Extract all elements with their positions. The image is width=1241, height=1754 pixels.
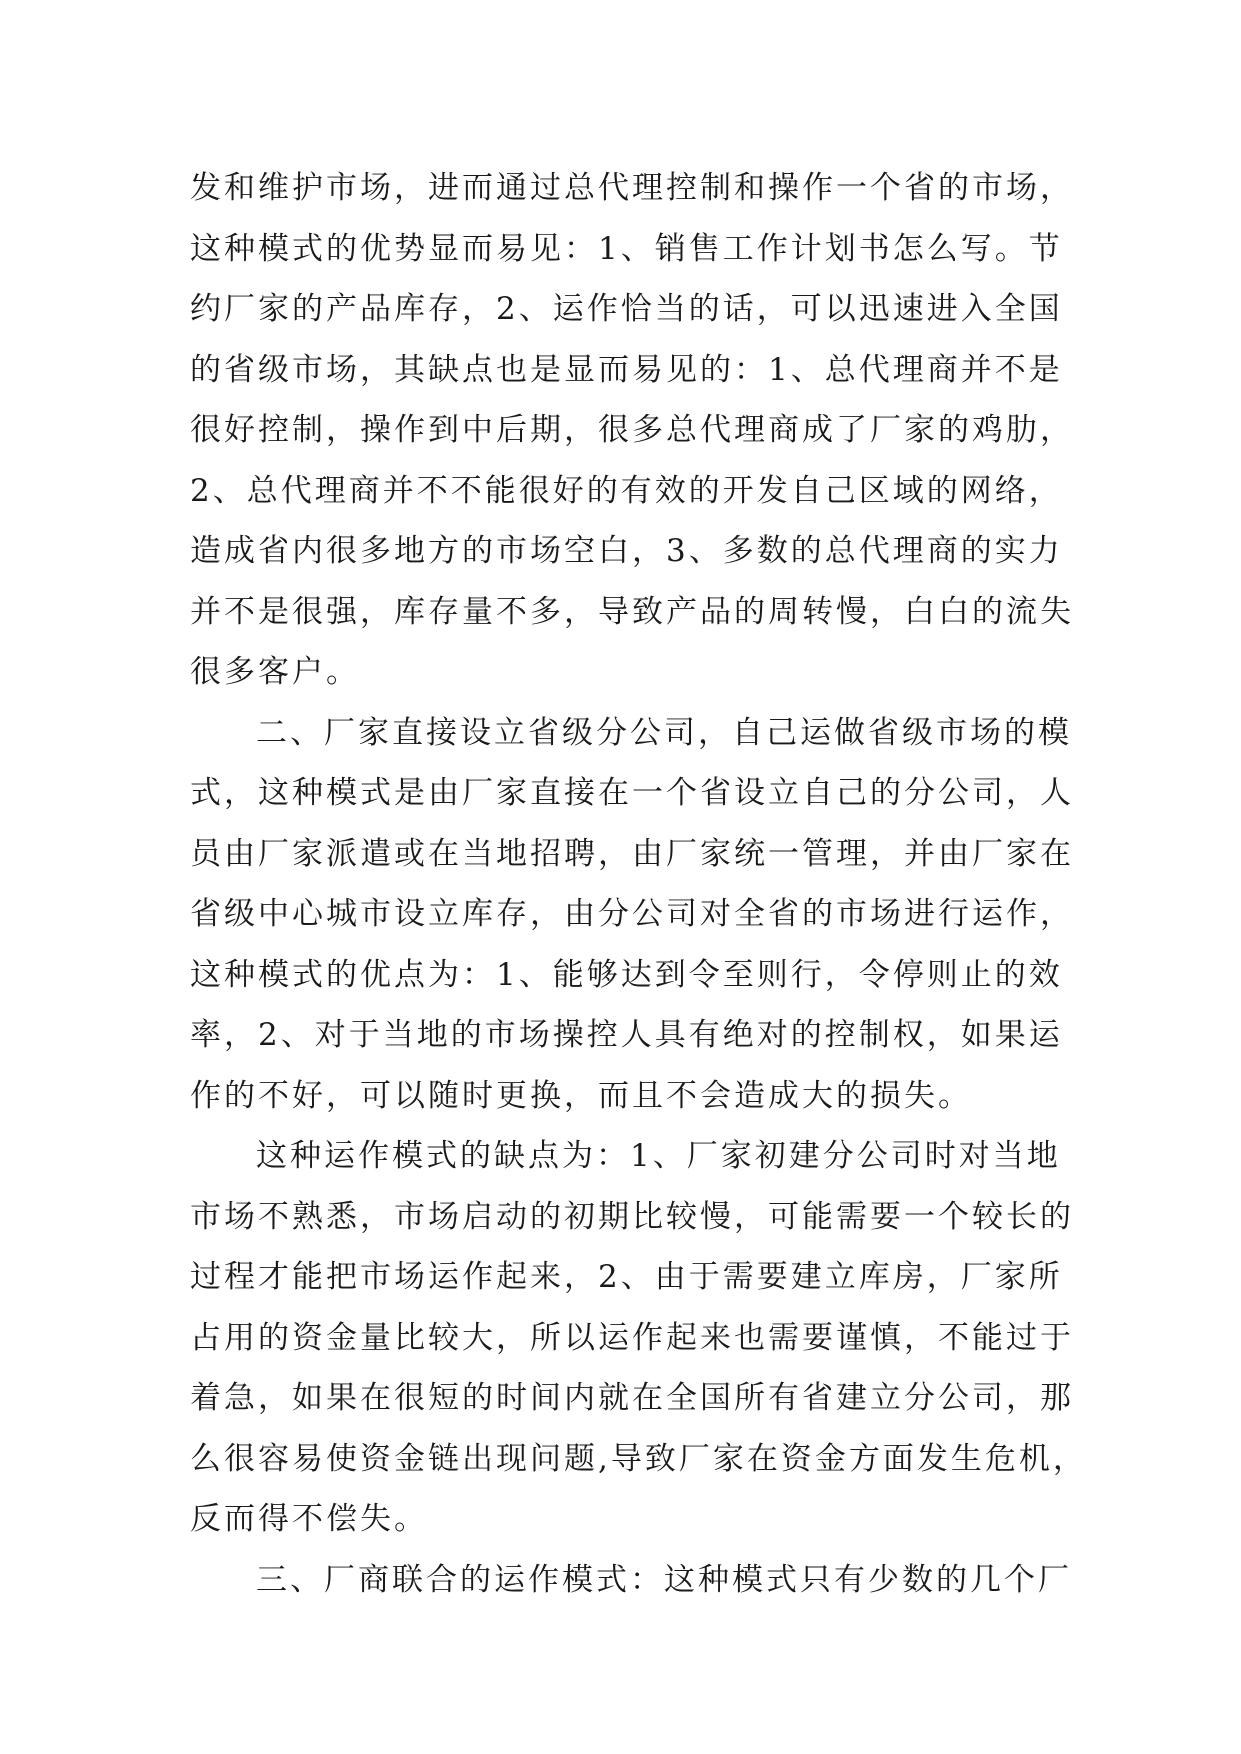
text-line: 很好控制，操作到中后期，很多总代理商成了厂家的鸡肋，	[190, 412, 1074, 448]
text-line: 着急，如果在很短的时间内就在全国所有省建立分公司，那	[190, 1380, 1074, 1416]
text-line: 市场不熟悉，市场启动的初期比较慢，可能需要一个较长的	[190, 1198, 1074, 1235]
paragraph-first-line: 这种运作模式的缺点为：1、厂家初建分公司时对当地	[256, 1138, 1061, 1174]
text-line: 造成省内很多地方的市场空白，3、多数的总代理商的实力	[190, 533, 1063, 569]
text-line: 么很容易使资金链出现问题,导致厂家在资金方面发生危机，	[190, 1440, 1087, 1477]
text-line: 作的不好，可以随时更换，而且不会造成大的损失。	[190, 1077, 972, 1114]
text-line: 2、总代理商并不不能很好的有效的开发自己区域的网络，	[190, 472, 1063, 509]
text-line: 的省级市场，其缺点也是显而易见的：1、总代理商并不是	[190, 351, 1063, 388]
text-line: 约厂家的产品库存，2、运作恰当的话，可以迅速进入全国	[190, 291, 1063, 327]
text-line: 这种模式的优势显而易见：1、销售工作计划书怎么写。节	[190, 230, 1063, 267]
text-line: 很多客户。	[190, 654, 360, 690]
text-line: 过程才能把市场运作起来，2、由于需要建立库房，厂家所	[190, 1259, 1063, 1295]
text-line: 并不是很强，库存量不多，导致产品的周转慢，白白的流失	[190, 593, 1074, 630]
text-line: 率，2、对于当地的市场操控人具有绝对的控制权，如果运	[190, 1017, 1063, 1053]
text-line: 省级中心城市设立库存，由分公司对全省的市场进行运作，	[190, 896, 1074, 932]
text-line: 式，这种模式是由厂家直接在一个省设立自己的分公司，人	[190, 775, 1074, 811]
text-line: 占用的资金量比较大，所以运作起来也需要谨慎，不能过于	[190, 1319, 1074, 1356]
text-line: 这种模式的优点为：1、能够达到令至则行，令停则止的效	[190, 956, 1063, 993]
paragraph-first-line: 三、厂商联合的运作模式：这种模式只有少数的几个厂	[256, 1561, 1072, 1598]
document-body-text	[190, 158, 1087, 1610]
text-line: 员由厂家派遣或在当地招聘，由厂家统一管理，并由厂家在	[190, 835, 1074, 872]
text-line: 反而得不偿失。	[190, 1501, 428, 1537]
paragraph-first-line: 二、厂家直接设立省级分公司，自己运做省级市场的模	[256, 714, 1072, 751]
text-line: 发和维护市场，进而通过总代理控制和操作一个省的市场，	[190, 170, 1074, 206]
